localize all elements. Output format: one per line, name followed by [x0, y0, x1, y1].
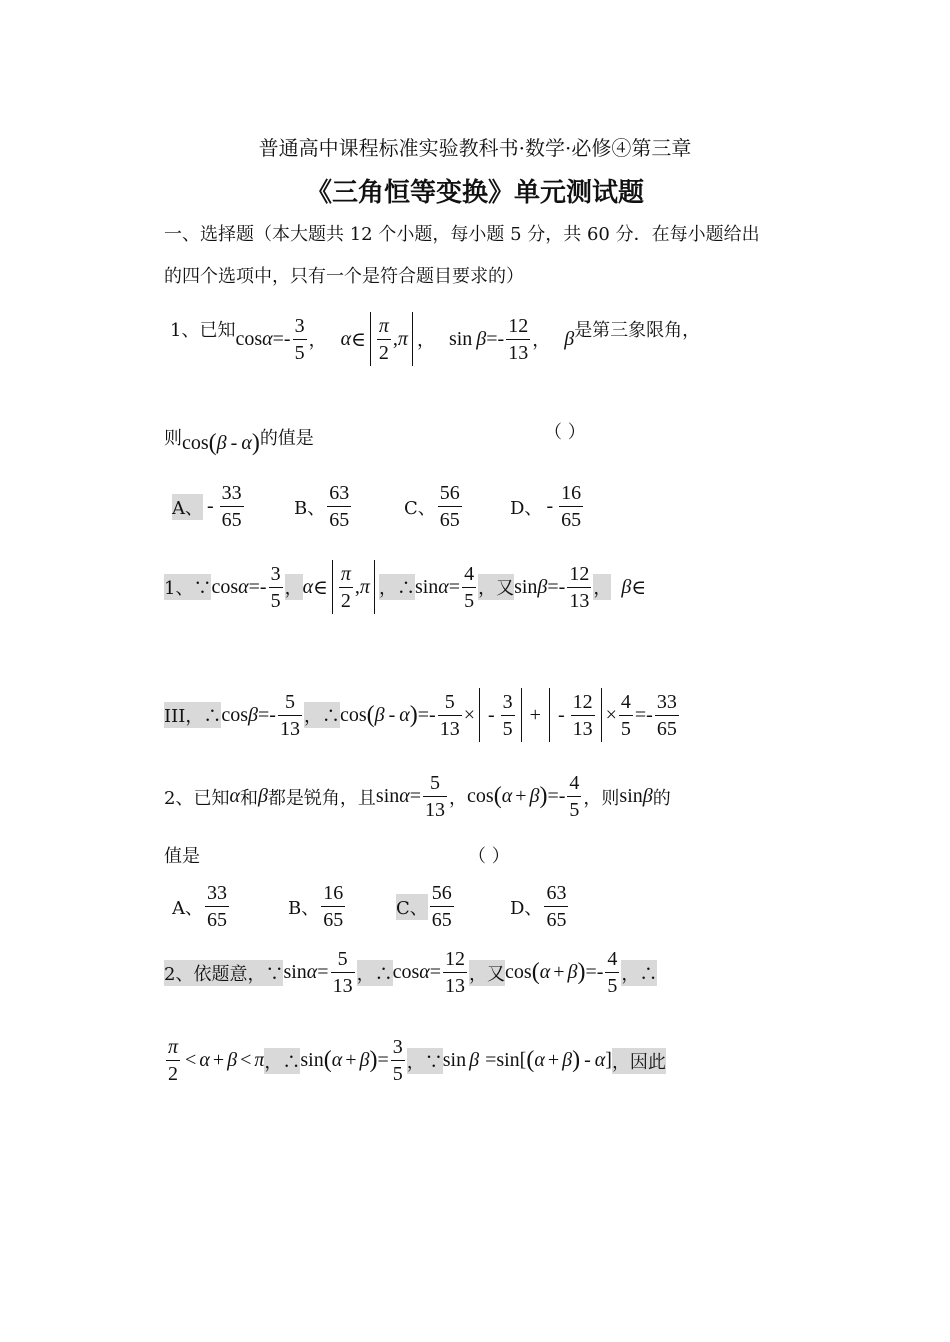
plus: + [553, 961, 565, 983]
plus: + [212, 1049, 225, 1071]
option-label: C、 [396, 894, 428, 920]
alpha-symbol: α [534, 1049, 545, 1071]
sin-func: sin [442, 1049, 467, 1071]
fraction: $\frac{\pi}{2}$ [378, 314, 389, 364]
alpha-symbol: α [340, 327, 352, 350]
minus: - [388, 703, 396, 726]
and-label: 和 [239, 787, 258, 809]
alpha-symbol: α [199, 1049, 210, 1071]
beta-symbol: β [216, 432, 227, 454]
eq-neg: =- [547, 575, 566, 598]
close-paren: ) [572, 1047, 581, 1073]
fraction: $\frac{4}{5}$ [607, 948, 618, 997]
paren-left [370, 312, 371, 366]
fraction: $\frac{33}{65}$ [656, 690, 677, 740]
paren-right [601, 688, 602, 742]
plus: + [547, 1049, 560, 1071]
option-label: A、 [172, 494, 203, 520]
close-paren: ) [369, 1047, 378, 1073]
then-label: 则 [164, 427, 182, 449]
because-label: ，∵ [407, 1048, 443, 1074]
eq-neg: =- [248, 575, 267, 598]
fraction: $\frac{\pi}{2}$ [340, 562, 351, 612]
fraction: $\frac{3}{5}$ [294, 314, 305, 364]
fraction: $\frac{12}{13}$ [569, 562, 590, 612]
q1-stem-line1 [170, 312, 700, 366]
eq-neg: =- [547, 785, 566, 807]
option-label: D、 [510, 497, 543, 519]
fraction: $\frac{56}{65}$ [431, 882, 452, 931]
fraction: $\frac{12}{13}$ [445, 948, 466, 997]
comma: ， [285, 574, 303, 600]
cos-func: cos [467, 785, 494, 807]
q1-prefix: 1、已知 [170, 320, 236, 341]
series-title: 普通高中课程标准实验教科书·数学·必修④第三章 [258, 136, 692, 160]
sin-func: sin [414, 575, 439, 598]
therefore-label: ，∴ [264, 1048, 300, 1074]
eq-neg: =- [272, 327, 291, 350]
fraction: $\frac{16}{65}$ [561, 482, 582, 531]
q1-option-b [294, 480, 353, 533]
eq: = [317, 961, 329, 983]
q2-option-d [510, 880, 570, 933]
beta-symbol: β [257, 785, 268, 807]
cos-func: cos [211, 575, 239, 598]
paren-right [374, 560, 375, 614]
close-paren: ) [577, 959, 586, 985]
alpha-symbol: α [229, 785, 240, 807]
q1-suffix: 是第三象限角， [574, 320, 701, 341]
q1-option-c [404, 480, 464, 533]
close-paren: ) [539, 783, 548, 809]
eq-neg: =- [486, 327, 505, 350]
alpha-symbol: α [539, 961, 551, 983]
fraction: $\frac{5}{13}$ [279, 690, 300, 740]
alpha-symbol: α [262, 327, 273, 350]
fraction: $\frac{33}{65}$ [221, 482, 242, 531]
alpha-symbol: α [306, 961, 318, 983]
cos-func: cos [221, 703, 249, 726]
beta-symbol: β [248, 703, 258, 726]
value-is-label: 的值是 [259, 427, 314, 449]
minus: - [557, 703, 565, 726]
quadrant-label: III，∴ [164, 702, 221, 728]
cos-func: cos [235, 327, 263, 350]
fraction: $\frac{5}{13}$ [332, 948, 353, 997]
times: × [463, 703, 475, 726]
close-paren: ) [409, 701, 418, 728]
fraction: $\frac{4}{5}$ [569, 772, 580, 821]
eq: = [429, 961, 442, 983]
beta-symbol: β [469, 1049, 480, 1071]
alpha-symbol: α [331, 1049, 343, 1071]
section-intro-line1: 一、选择题（本大题共 12 个小题，每小题 5 分，共 60 分．在每小题给出 [164, 224, 760, 245]
comma: ， [593, 574, 611, 600]
beta-symbol: β [564, 327, 575, 350]
times: × [605, 703, 617, 726]
also-label: ，又 [478, 574, 514, 600]
fraction: $\frac{12}{13}$ [572, 690, 593, 740]
comma: ， [449, 787, 468, 809]
comma: , [354, 575, 360, 598]
cos-func: cos [339, 703, 367, 726]
beta-symbol: β [621, 575, 632, 598]
beta-symbol: β [567, 961, 578, 983]
plus: + [529, 703, 541, 726]
open-paren: ( [323, 1047, 332, 1073]
alpha-symbol: α [419, 961, 430, 983]
open-paren: ( [526, 1047, 535, 1073]
fraction: $\frac{4}{5}$ [464, 562, 475, 612]
page-title: 《三角恒等变换》单元测试题 [305, 178, 644, 208]
q2-stem-line1 [164, 770, 671, 823]
answer-blank: （ ） [544, 422, 586, 443]
beta-symbol: β [227, 1049, 238, 1071]
eq: = [377, 1049, 389, 1071]
paren-left [479, 688, 480, 742]
eq-sin: =sin[ [485, 1049, 527, 1071]
then-label: ，则 [583, 787, 620, 809]
beta-symbol: β [359, 1049, 370, 1071]
open-paren: ( [493, 783, 502, 809]
alpha-symbol: α [438, 575, 449, 598]
minus: - [487, 703, 495, 726]
sin-func: sin [514, 575, 538, 598]
paren-right [521, 688, 522, 742]
eq: = [409, 785, 422, 807]
also-label: ，又 [469, 960, 505, 986]
alpha-symbol: α [399, 703, 410, 726]
s2-line2 [164, 1034, 666, 1087]
alpha-symbol: α [594, 1049, 606, 1071]
open-paren: ( [208, 430, 217, 456]
eq-neg: =- [257, 703, 276, 726]
cos-func: cos [505, 961, 532, 983]
because-label: 2、依题意，∵ [164, 960, 283, 986]
beta-symbol: β [642, 785, 653, 807]
sin-func: sin [283, 961, 307, 983]
therefore-label: ，∴ [379, 574, 415, 600]
beta-symbol: β [529, 785, 540, 807]
fraction: $\frac{5}{13}$ [425, 772, 446, 821]
plus: + [515, 785, 527, 807]
s2-line1 [164, 946, 657, 999]
comma: , [392, 327, 398, 350]
q1-option-d [510, 480, 585, 533]
fraction: $\frac{63}{65}$ [546, 882, 567, 931]
beta-symbol: β [476, 327, 487, 350]
fraction: $\frac{16}{65}$ [323, 882, 344, 931]
element-of: ∈ [351, 328, 366, 351]
s1-line2 [164, 688, 681, 742]
option-sign: - [207, 495, 214, 517]
therefore-label: ，∴ [357, 960, 393, 986]
fraction: $\frac{3}{5}$ [502, 690, 513, 740]
pi-symbol: π [254, 1049, 265, 1071]
paren-right [412, 312, 413, 366]
because-label: 1、∵ [164, 574, 211, 600]
alpha-symbol: α [501, 785, 513, 807]
option-label: B、 [294, 497, 326, 519]
comma: ， [308, 330, 327, 351]
option-label: D、 [510, 897, 543, 919]
close-bracket: ] [605, 1049, 612, 1071]
comma: ， [532, 330, 551, 351]
q2-option-b [288, 880, 347, 933]
q2-option-a [172, 880, 231, 933]
cos-func: cos [182, 432, 209, 454]
paren-left [549, 688, 550, 742]
option-label: A、 [172, 897, 203, 919]
fraction: $\frac{5}{13}$ [439, 690, 460, 740]
fraction: $\frac{12}{13}$ [508, 314, 529, 364]
close-paren: ) [251, 430, 260, 456]
less-than: < [240, 1049, 252, 1071]
pi-symbol: π [359, 575, 370, 598]
fraction: $\frac{33}{65}$ [207, 882, 227, 931]
comma: ， [416, 330, 435, 351]
fraction: $\frac{56}{65}$ [439, 482, 460, 531]
of-label: 的 [652, 787, 671, 809]
therefore-label: ，∴ [304, 702, 340, 728]
q2-option-c [396, 880, 456, 933]
fraction: $\frac{3}{5}$ [270, 562, 281, 612]
minus: - [230, 432, 238, 454]
cos-func: cos [392, 961, 420, 983]
element-of: ∈ [631, 576, 647, 599]
beta-symbol: β [562, 1049, 573, 1071]
answer-blank: （ ） [468, 846, 510, 867]
q2-prefix: 2、已知 [164, 787, 230, 809]
alpha-symbol: α [399, 785, 410, 807]
sin-func: sin [375, 785, 400, 807]
q1-stem-line2 [164, 416, 314, 457]
paren-left [332, 560, 333, 614]
sin-func: sin [619, 785, 643, 807]
therefore-label: ，∴ [621, 960, 657, 986]
less-than: < [185, 1049, 197, 1071]
alpha-symbol: α [241, 432, 252, 454]
option-sign: - [546, 495, 554, 517]
eq-neg: =- [417, 703, 436, 726]
plus: + [345, 1049, 357, 1071]
beta-symbol: β [537, 575, 548, 598]
option-label: C、 [404, 497, 436, 519]
alpha-symbol: α [238, 575, 249, 598]
acute-label: 都是锐角，且 [267, 787, 376, 809]
q1-option-a [172, 480, 246, 533]
sin-func: sin [300, 1049, 324, 1071]
element-of: ∈ [313, 576, 328, 599]
beta-symbol: β [374, 703, 385, 726]
s1-line1 [164, 560, 646, 614]
fraction: $\frac{\pi}{2}$ [168, 1036, 179, 1085]
minus: - [584, 1049, 591, 1071]
q2-stem-line2: 值是 [164, 846, 200, 867]
eq-neg: =- [585, 961, 604, 983]
pi-symbol: π [397, 327, 408, 350]
fraction: $\frac{4}{5}$ [620, 690, 631, 740]
eq-neg: =- [634, 703, 653, 726]
option-label: B、 [288, 897, 320, 919]
section-intro-line2: 的四个选项中，只有一个是符合题目要求的） [164, 266, 524, 287]
alpha-symbol: α [302, 575, 314, 598]
sin-func: sin [448, 327, 473, 350]
open-paren: ( [366, 701, 375, 728]
open-paren: ( [531, 959, 540, 985]
eq: = [448, 575, 461, 598]
fraction: $\frac{3}{5}$ [392, 1036, 403, 1085]
fraction: $\frac{63}{65}$ [329, 482, 350, 531]
hence-label: ，因此 [612, 1048, 666, 1074]
